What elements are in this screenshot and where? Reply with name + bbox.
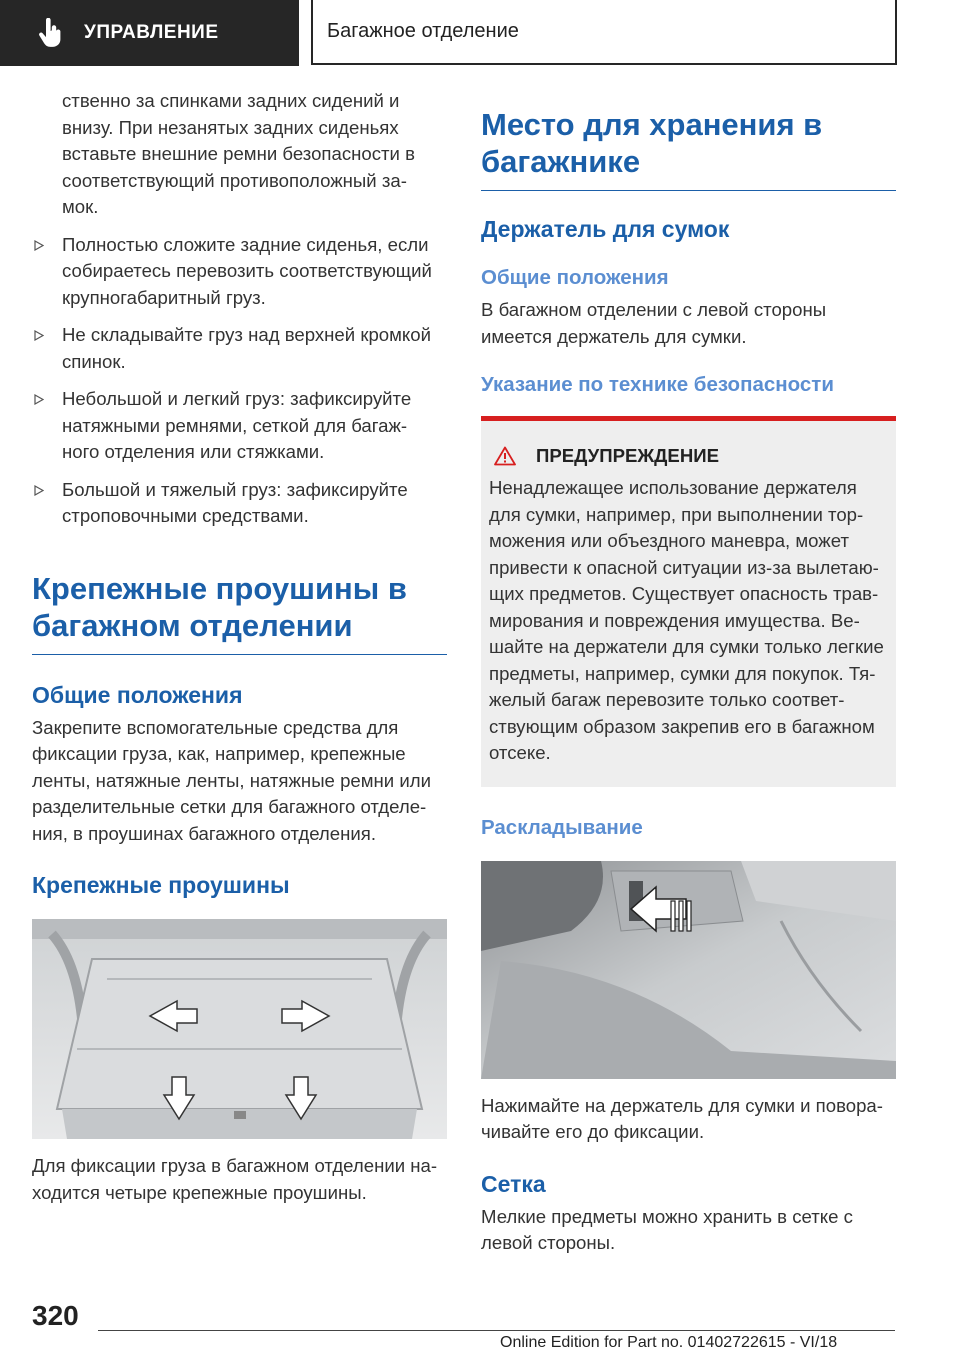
text-line: шайте на держатели для сумки только легкие [489, 636, 884, 657]
chapter-title: Багажное отделение [327, 20, 519, 42]
text-line: чивайте его до фиксации. [481, 1121, 705, 1142]
text-line: можения или объездного маневра, может [489, 530, 849, 551]
bag-hook-illustration [481, 861, 896, 1079]
edition-footer: Online Edition for Part no. 01402722615 - VI/18 [500, 1334, 838, 1351]
section-heading [481, 106, 896, 191]
bullet-triangle-icon [34, 394, 44, 405]
subsection-heading: Общие положения [32, 681, 243, 708]
subsection-heading: Крепежные проушины [32, 872, 290, 898]
sub-subsection-heading: Общие положения [481, 266, 669, 289]
text-line: Ненадлежащее использование держателя [489, 477, 857, 498]
figure-caption [32, 1153, 447, 1206]
heading-line: багажнике [481, 144, 641, 179]
net-paragraph [481, 1204, 896, 1257]
right-column [481, 106, 896, 1257]
general-paragraph [481, 297, 896, 350]
text-line: собираетесь перевозить соответствующий [62, 260, 432, 281]
text-line: мирования и повреждения имущества. Ве- [489, 609, 860, 631]
text-line: ного отделения или стяжками. [62, 441, 325, 462]
warning-heading [489, 445, 888, 467]
text-line: разделительные сетки для багажного отделе- [32, 796, 427, 817]
sub-subsection-heading: Указание по технике безопасности [481, 373, 834, 396]
text-line: фиксации груза, как, например, крепежные [32, 743, 406, 764]
text-line: привести к опасной ситуации из-за вылетаю- [489, 556, 879, 578]
list-item [32, 477, 447, 530]
text-line: предметы, например, сумки для покупок. Тя- [489, 662, 876, 684]
subsection-heading: Держатель для сумок [481, 216, 730, 242]
text-line: Нажимайте на держатель для сумки и повора- [481, 1094, 883, 1116]
trunk-lashing-eyes-illustration [32, 919, 447, 1139]
text-line: Не складывайте груз над верхней кромкой [62, 324, 431, 345]
text-line: ленты, натяжные ленты, натяжные ремни или [32, 769, 431, 791]
text-line: строповочными средствами. [62, 505, 309, 526]
warning-box [481, 416, 896, 787]
text-line: мок. [62, 196, 99, 217]
text-line: левой стороны. [481, 1232, 616, 1253]
text-line: имеется держатель для сумки. [481, 325, 747, 347]
text-line: Мелкие предметы можно хранить в сетке с [481, 1205, 853, 1227]
text-line: крупногабаритный груз. [62, 286, 266, 308]
bullet-triangle-icon [34, 240, 44, 251]
text-line: ствующим образом закрепив его в багажном [489, 715, 875, 737]
chapter-header [311, 0, 897, 65]
figure-caption [481, 1093, 896, 1146]
text-line: Полностью сложите задние сиденья, если [62, 233, 429, 255]
heading-line: багажном отделении [32, 607, 353, 643]
text-line: Небольшой и легкий груз: зафиксируйте [62, 388, 412, 409]
text-line: Для фиксации груза в багажном отделении на- [32, 1155, 438, 1176]
text-line: спинок. [62, 350, 126, 372]
text-line: для сумки, например, при выполнении тор- [489, 503, 864, 525]
subsection-heading: Сетка [481, 1170, 546, 1197]
text-line: Закрепите вспомогательные средства для [32, 716, 399, 738]
text-line: натяжными ремнями, сеткой для багаж- [62, 414, 408, 436]
sub-subsection-heading: Раскладывание [481, 815, 643, 839]
text-line: ственно за спинками задних сидений и [62, 90, 400, 111]
text-line: В багажном отделении с левой стороны [481, 299, 827, 320]
footer-divider [98, 1330, 895, 1331]
page-number: 320 [32, 1300, 79, 1331]
general-paragraph [32, 715, 447, 848]
bullet-triangle-icon [34, 330, 44, 341]
text-line: ходится четыре крепежные проушины. [32, 1181, 367, 1203]
list-item [32, 232, 447, 312]
section-heading [32, 570, 447, 655]
intro-paragraph [32, 88, 447, 221]
section-title: УПРАВЛЕНИЕ [84, 22, 219, 43]
text-line: желый багаж перевозите только соответ- [489, 689, 845, 710]
text-line: ния, в проушинах багажного отделения. [32, 822, 377, 844]
text-line: щих предметов. Существует опасность трав- [489, 583, 879, 604]
warning-title: ПРЕДУПРЕЖДЕНИЕ [536, 445, 720, 466]
warning-triangle-icon [494, 446, 516, 466]
heading-line: Место для хранения в [481, 107, 823, 142]
left-column [32, 88, 447, 1206]
hand-pointer-icon [38, 18, 64, 48]
section-tab [0, 0, 299, 66]
bag-hook-drawing [481, 861, 896, 1079]
text-line: Большой и тяжелый груз: зафиксируйте [62, 478, 408, 500]
text-line: внизу. При незанятых задних сиденьях [62, 116, 399, 138]
list-item [32, 386, 447, 466]
bullet-triangle-icon [34, 485, 44, 496]
heading-line: Крепежные проушины в [32, 570, 407, 606]
text-line: отсеке. [489, 742, 551, 763]
text-line: соответствующий противоположный за- [62, 169, 407, 191]
text-line: вставьте внешние ремни безопасности в [62, 143, 415, 164]
trunk-drawing [32, 919, 447, 1139]
list-item [32, 322, 447, 375]
